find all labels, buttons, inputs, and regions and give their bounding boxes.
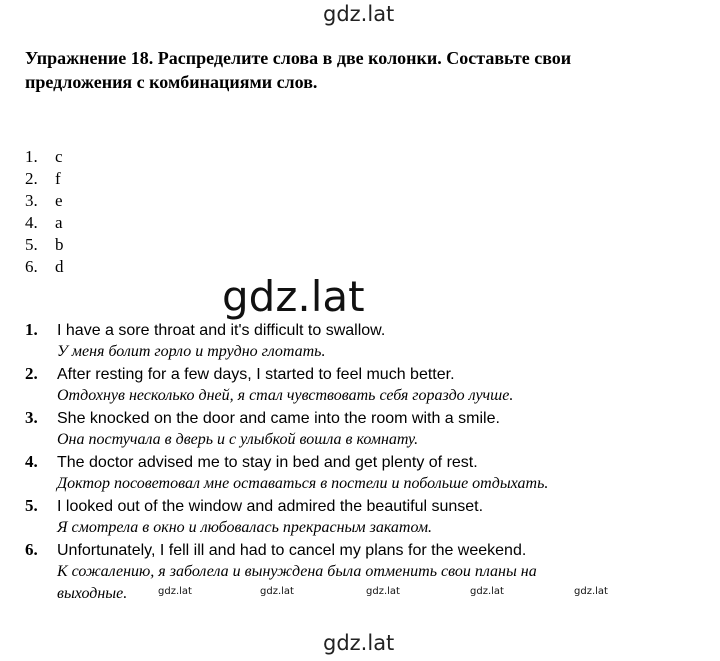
answer-letter: b [55, 235, 64, 254]
sentence-item [25, 407, 548, 451]
exercise-heading: Упражнение 18. Распределите слова в две колонки. Составьте свои предложения с комбинациями слов. [25, 48, 572, 92]
sentence-russian: Доктор посоветовал мне оставаться в постели и побольше отдыхать. [57, 475, 549, 492]
sentence-english: I looked out of the window and admired the beautiful sunset. [57, 498, 484, 515]
sentence-number: 1. [25, 320, 38, 339]
answer-item [25, 234, 64, 256]
sentence-english: I have a sore throat and it's difficult to swallow. [57, 322, 386, 339]
sentence-number: 2. [25, 364, 38, 383]
watermark-small: gdz.lat [158, 586, 192, 597]
sentence-english: After resting for a few days, I started to feel much better. [57, 366, 455, 383]
watermark-middle: gdz.lat [222, 272, 365, 321]
sentence-russian: Она постучала в дверь и с улыбкой вошла в комнату. [57, 431, 419, 448]
watermark-small: gdz.lat [260, 586, 294, 597]
sentence-item [25, 363, 548, 407]
watermark-bottom: gdz.lat [323, 631, 395, 655]
watermark-small: gdz.lat [574, 586, 608, 597]
sentence-list [25, 319, 548, 605]
answer-item [25, 256, 64, 278]
sentence-russian: К сожалению, я заболела и вынуждена была отменить свои планы на [57, 563, 537, 580]
sentence-russian: Я смотрела в окно и любовалась прекрасным закатом. [57, 519, 433, 536]
sentence-item [25, 451, 548, 495]
answer-item [25, 146, 64, 168]
answer-item [25, 190, 64, 212]
sentence-english: The doctor advised me to stay in bed and get plenty of rest. [57, 454, 478, 471]
sentence-russian: У меня болит горло и трудно глотать. [57, 343, 326, 360]
watermark-top: gdz.lat [323, 2, 395, 26]
answer-letter: f [55, 169, 61, 188]
sentence-number: 5. [25, 496, 38, 515]
sentence-number: 6. [25, 540, 38, 559]
answer-letter: c [55, 147, 63, 166]
watermark-small: gdz.lat [366, 586, 400, 597]
sentence-english: She knocked on the door and came into the room with a smile. [57, 410, 500, 427]
sentence-english: Unfortunately, I fell ill and had to cancel my plans for the weekend. [57, 542, 527, 559]
sentence-item [25, 495, 548, 539]
watermark-small: gdz.lat [470, 586, 504, 597]
answer-letter: d [55, 257, 64, 276]
sentence-item [25, 319, 548, 363]
sentence-russian-continued: выходные. [57, 585, 128, 602]
answer-item [25, 168, 64, 190]
answer-number: 3. [25, 191, 38, 210]
answer-number: 6. [25, 257, 38, 276]
answer-number: 4. [25, 213, 38, 232]
answer-letter: a [55, 213, 63, 232]
sentence-russian: Отдохнув несколько дней, я стал чувствовать себя гораздо лучше. [57, 387, 514, 404]
answer-letter: e [55, 191, 63, 210]
sentence-number: 4. [25, 452, 38, 471]
answer-number: 5. [25, 235, 38, 254]
answer-number: 1. [25, 147, 38, 166]
answer-number: 2. [25, 169, 38, 188]
sentence-number: 3. [25, 408, 38, 427]
answer-key-list [25, 146, 64, 278]
answer-item [25, 212, 64, 234]
